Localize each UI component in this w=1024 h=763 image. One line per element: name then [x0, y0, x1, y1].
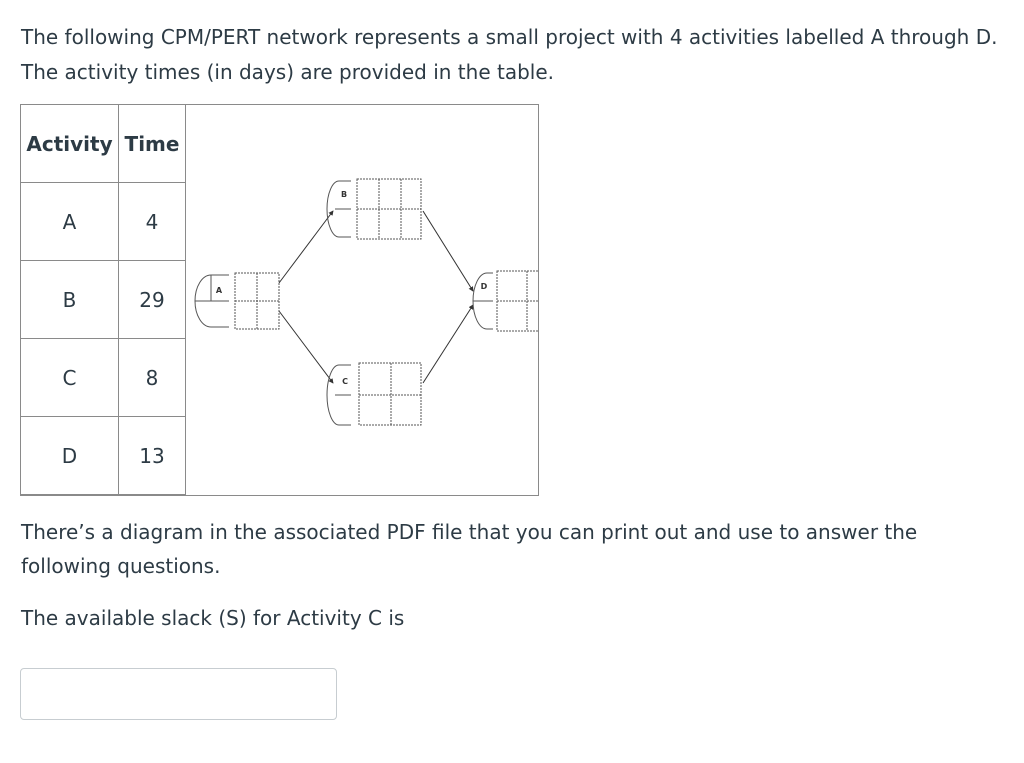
table-header-row	[21, 105, 186, 183]
node-b-label: B	[340, 190, 348, 199]
cpm-network-diagram	[187, 105, 539, 495]
question-prompt: The available slack (S) for Activity C is	[21, 606, 405, 630]
table-row	[21, 339, 186, 417]
edge-b-to-d	[423, 211, 473, 291]
activity-cell: A	[21, 183, 119, 261]
node-a-label: A	[215, 286, 223, 295]
time-cell: 8	[119, 339, 186, 417]
header-time: Time	[119, 105, 186, 183]
node-a	[195, 273, 279, 329]
node-c-label: C	[342, 377, 348, 386]
header-activity: Activity	[21, 105, 119, 183]
edge-a-to-b	[279, 211, 333, 283]
node-b	[327, 179, 421, 239]
node-d	[473, 271, 539, 331]
time-cell: 29	[119, 261, 186, 339]
time-cell: 4	[119, 183, 186, 261]
node-c	[327, 363, 421, 425]
answer-input[interactable]	[20, 668, 337, 720]
activity-table	[20, 104, 186, 495]
table-row	[21, 261, 186, 339]
table-row	[21, 183, 186, 261]
pdf-note: There’s a diagram in the associated PDF file that you can print out and use to answer the following questions.	[21, 520, 918, 578]
edge-c-to-d	[423, 305, 473, 383]
question-intro: The following CPM/PERT network represents a small project with 4 activities labelled A through D. The activity times (in days) are provided in the table.	[21, 25, 998, 84]
node-d-label: D	[480, 282, 488, 291]
edge-a-to-c	[279, 311, 333, 383]
time-cell: 13	[119, 417, 186, 495]
activity-cell: D	[21, 417, 119, 495]
activity-cell: C	[21, 339, 119, 417]
activity-cell: B	[21, 261, 119, 339]
table-row	[21, 417, 186, 495]
activity-table-frame	[20, 104, 539, 496]
